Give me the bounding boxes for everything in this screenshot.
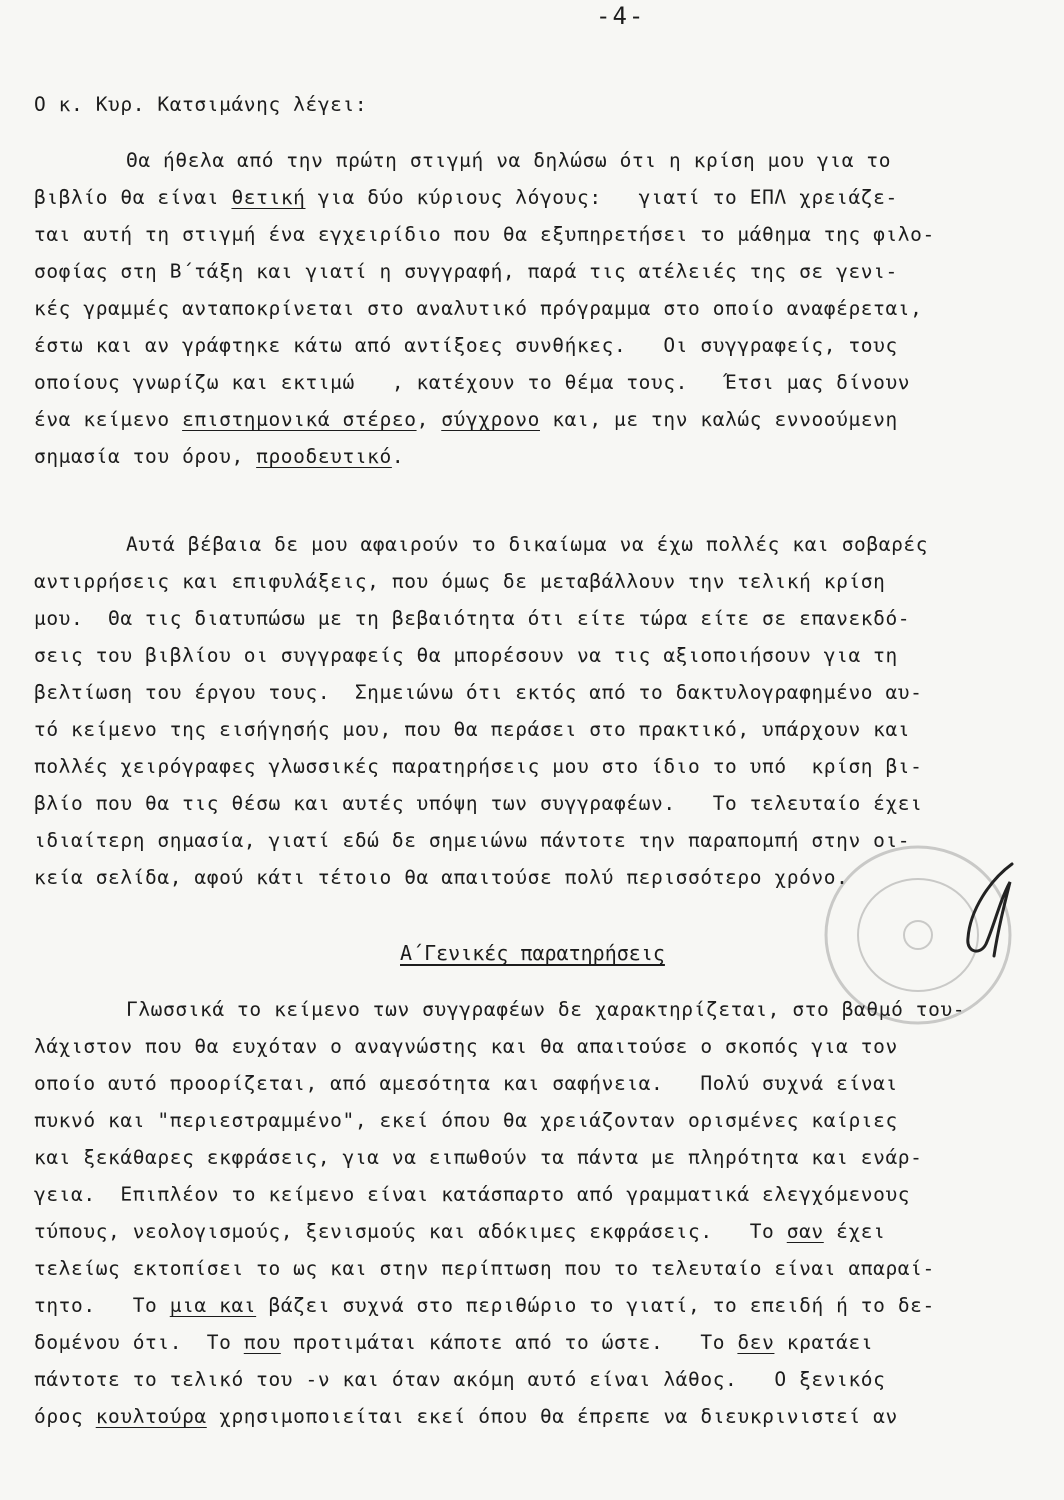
text-line <box>34 444 404 470</box>
underlined-term: προοδευτικό <box>256 445 392 468</box>
text-line: ιδιαίτερη σημασία, γιατί εδώ δε σημειώνω πάντοτε την παραπομπή στην οι- <box>34 829 911 852</box>
text-line: σοφίας στη Β΄τάξη και γιατί η συγγραφή, παρά τις ατέλειές της σε γενι- <box>34 260 898 283</box>
text-span: όρος <box>34 1405 96 1428</box>
underlined-term: κουλτούρα <box>95 1405 207 1428</box>
text-line: ται αυτή τη στιγμή ένα εγχειρίδιο που θα εξυπηρετήσει το μάθημα της φιλο- <box>34 223 935 246</box>
text-span: έχει <box>823 1220 886 1243</box>
underlined-term: θετική <box>231 186 306 209</box>
text-line: βλίο που θα τις θέσω και αυτές υπόψη των συγγραφέων. Το τελευταίο έχει <box>34 792 923 815</box>
text-line: πολλές χειρόγραφες γλωσσικές παρατηρήσεις μου στο ίδιο το υπό κρίση βι- <box>34 755 923 778</box>
text-line: πάντοτε το τελικό του -ν και όταν ακόμη αυτό είναι λάθος. Ο ξενικός <box>34 1368 886 1391</box>
text-line <box>34 407 898 433</box>
text-line: Αυτά βέβαια δε μου αφαιρούν το δικαίωμα να έχω πολλές και σοβαρές <box>126 533 929 556</box>
text-line <box>34 185 898 211</box>
text-line: και ξεκάθαρες εκφράσεις, για να ειπωθούν τα πάντα με πληρότητα και ενάρ- <box>34 1146 923 1169</box>
text-span: χρησιμοποιείται εκεί όπου θα έπρεπε να διευκρινιστεί αν <box>206 1405 898 1428</box>
text-line: τό κείμενο της εισήγησής μου, που θα περάσει στο πρακτικό, υπάρχουν και <box>34 718 911 741</box>
text-line: Γλωσσικά το κείμενο των συγγραφέων δε χαρακτηρίζεται, στο βαθμό του- <box>126 998 966 1021</box>
text-line <box>34 1330 873 1356</box>
text-line: σεις του βιβλίου οι συγγραφείς θα μπορέσουν να τις αξιοποιήσουν για τη <box>34 644 898 667</box>
underlined-term: μια και <box>169 1294 257 1317</box>
text-line: κές γραμμές ανταποκρίνεται στο αναλυτικό πρόγραμμα στο οποίο αναφέρεται, <box>34 297 923 320</box>
text-span: βιβλίο θα είναι <box>34 186 232 209</box>
text-line: κεία σελίδα, αφού κάτι τέτοιο θα απαιτούσε πολύ περισσότερο χρόνο. <box>34 866 849 889</box>
underlined-term: που <box>243 1331 281 1354</box>
section-heading: Α΄Γενικές παρατηρήσεις <box>400 941 665 965</box>
text-span: κρατάει <box>774 1331 874 1354</box>
text-span: , <box>416 408 442 431</box>
handwritten-signature <box>950 860 1030 960</box>
text-line: έστω και αν γράφτηκε κάτω από αντίξοες συνθήκες. Οι συγγραφείς, τους <box>34 334 898 357</box>
page-number: -4- <box>596 2 646 30</box>
text-line: Θα ήθελα από την πρώτη στιγμή να δηλώσω ότι η κρίση μου για το <box>126 149 892 172</box>
underlined-term: σαν <box>786 1220 824 1243</box>
speaker-line: Ο κ. Κυρ. Κατσιμάνης λέγει: <box>34 93 368 116</box>
text-span: τύπους, νεολογισμούς, ξενισμούς και αδόκιμες εκφράσεις. Το <box>34 1220 787 1243</box>
text-span: βάζει συχνά στο περιθώριο το γιατί, το επειδή ή το δε- <box>256 1294 935 1317</box>
underlined-term: επιστημονικά στέρεο <box>182 408 417 431</box>
text-line: οποίο αυτό προορίζεται, από αμεσότητα και σαφήνεια. Πολύ συχνά είναι <box>34 1072 898 1095</box>
text-line: μου. Θα τις διατυπώσω με τη βεβαιότητα ότι είτε τώρα είτε σε επανεκδό- <box>34 607 911 630</box>
text-span: σημασία του όρου, <box>34 445 257 468</box>
text-line: πυκνό και "περιεστραμμένο", εκεί όπου θα χρειάζονταν ορισμένες καίριες <box>34 1109 898 1132</box>
text-span: . <box>391 445 405 468</box>
text-line: οποίους γνωρίζω και εκτιμώ , κατέχουν το θέμα τους. Έτσι μας δίνουν <box>34 371 911 394</box>
text-span: προτιμάται κάποτε από το ώστε. Το <box>280 1331 738 1354</box>
underlined-term: δεν <box>737 1331 775 1354</box>
text-span: και, με την καλώς εννοούμενη <box>539 408 898 431</box>
text-span: δομένου ότι. Το <box>34 1331 244 1354</box>
text-span: ένα κείμενο <box>34 408 183 431</box>
text-line <box>34 1293 935 1319</box>
text-line: βελτίωση του έργου τους. Σημειώνω ότι εκτός από το δακτυλογραφημένο αυ- <box>34 681 923 704</box>
underlined-term: σύγχρονο <box>441 408 540 431</box>
text-span: τητο. Το <box>34 1294 170 1317</box>
text-span: για δύο κύριους λόγους: γιατί το ΕΠΛ χρειάζε- <box>305 186 898 209</box>
text-line <box>34 1404 898 1430</box>
text-line: γεια. Επιπλέον το κείμενο είναι κατάσπαρτο από γραμματικά ελεγχόμενους <box>34 1183 911 1206</box>
text-line <box>34 1219 885 1245</box>
text-line: τελείως εκτοπίσει το ως και στην περίπτωση που το τελευταίο είναι απαραί- <box>34 1257 935 1280</box>
text-line: λάχιστον που θα ευχόταν ο αναγνώστης και θα απαιτούσε ο σκοπός για τον <box>34 1035 898 1058</box>
text-line: αντιρρήσεις και επιφυλάξεις, που όμως δε μεταβάλλουν την τελική κρίση <box>34 570 886 593</box>
